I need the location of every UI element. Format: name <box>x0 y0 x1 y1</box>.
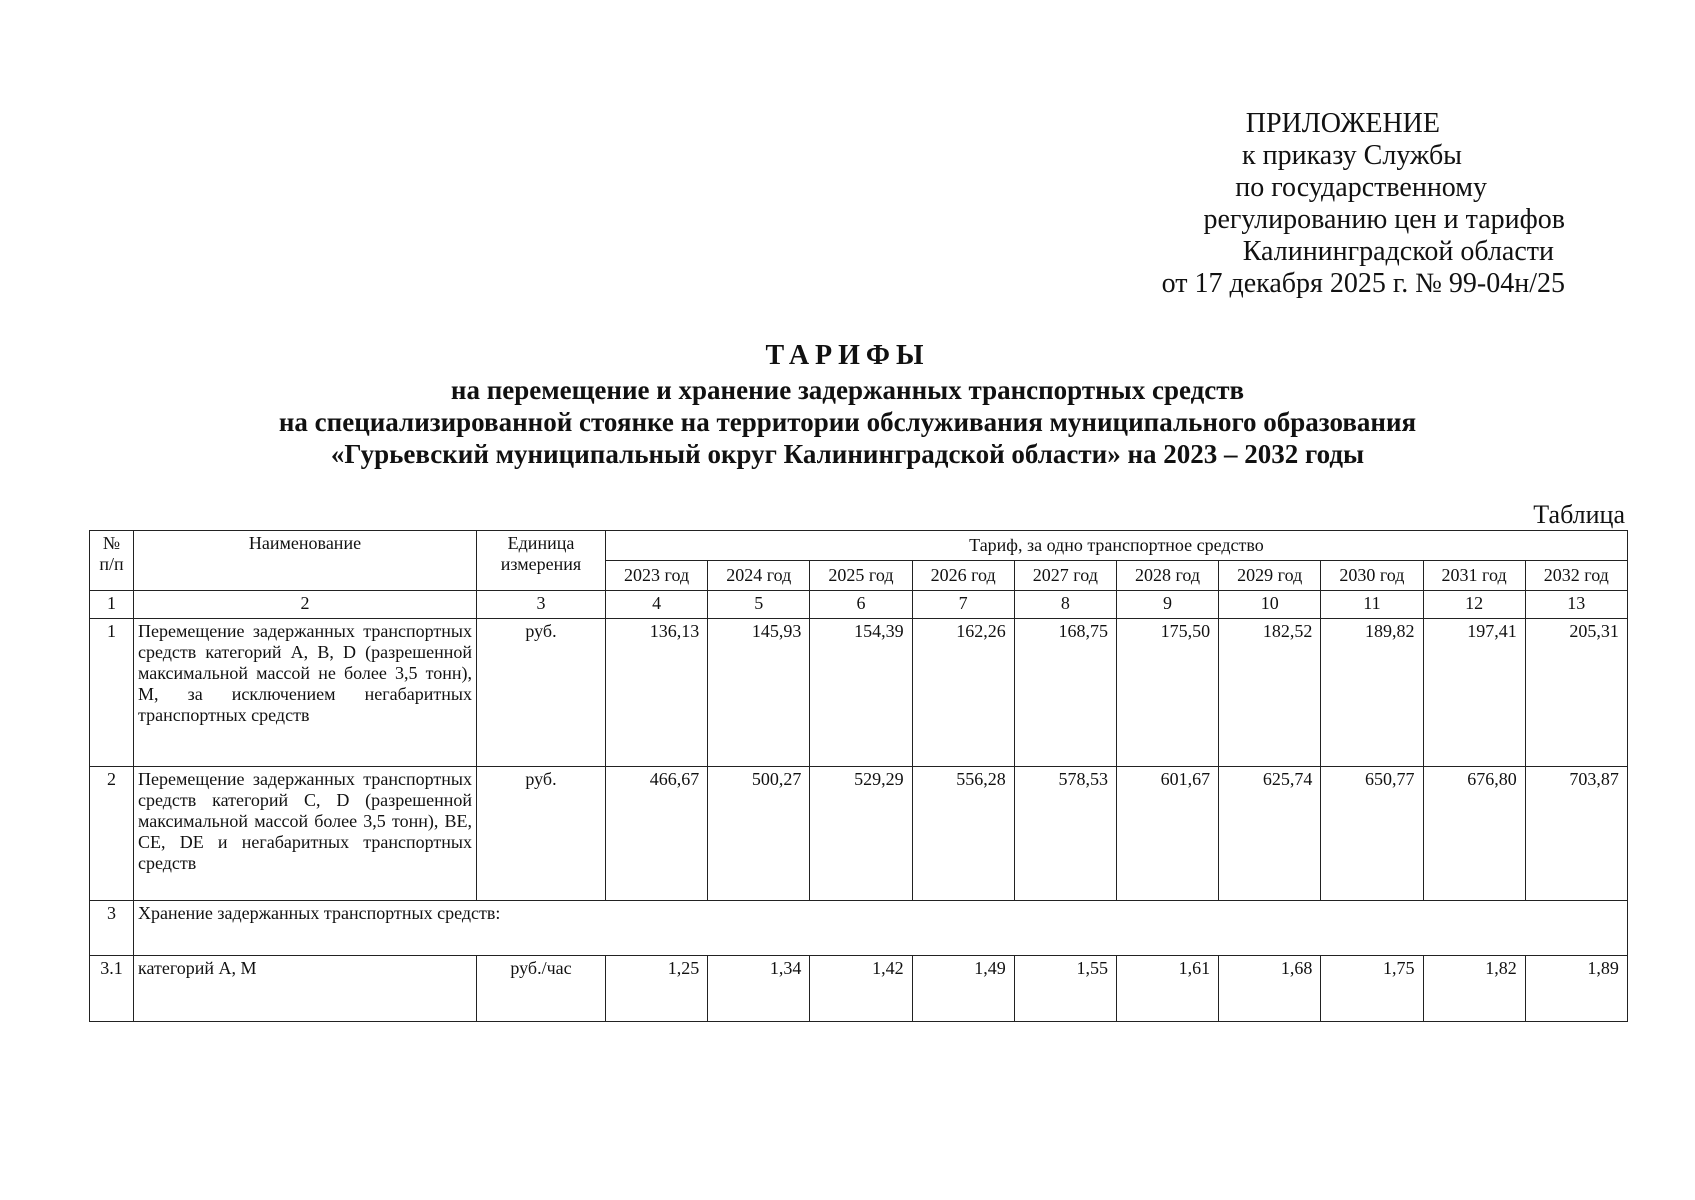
column-numbers-row <box>90 591 1628 619</box>
row-name: Перемещение задержанных транспортных средств категорий A, B, D (разрешенной максимальной массой не более 3,5 тонн), M, за исключением негабаритных транспортных средств <box>134 619 477 767</box>
column-number: 10 <box>1219 591 1321 619</box>
row-unit: руб. <box>477 767 606 901</box>
row-value: 145,93 <box>708 619 810 767</box>
document-title <box>0 340 1695 470</box>
header-unit: Единица измерения <box>477 531 606 591</box>
table-caption: Таблица <box>1533 500 1625 529</box>
row-value: 578,53 <box>1014 767 1116 901</box>
row-value: 136,13 <box>606 619 708 767</box>
row-value: 601,67 <box>1116 767 1218 901</box>
row-value: 1,61 <box>1116 956 1218 1022</box>
row-value: 500,27 <box>708 767 810 901</box>
table-row <box>90 956 1628 1022</box>
row-value: 1,25 <box>606 956 708 1022</box>
header-year: 2027 год <box>1014 561 1116 591</box>
row-value: 168,75 <box>1014 619 1116 767</box>
appendix-header <box>1045 108 1565 300</box>
row-value: 529,29 <box>810 767 912 901</box>
table-section-row <box>90 901 1628 956</box>
row-value: 154,39 <box>810 619 912 767</box>
row-value: 1,68 <box>1219 956 1321 1022</box>
table-header-row <box>90 531 1628 561</box>
table-row <box>90 619 1628 767</box>
row-value: 1,82 <box>1423 956 1525 1022</box>
column-number: 8 <box>1014 591 1116 619</box>
appendix-line: ПРИЛОЖЕНИЕ <box>1245 108 1440 139</box>
column-number: 2 <box>134 591 477 619</box>
row-value: 625,74 <box>1219 767 1321 901</box>
row-name: категорий A, M <box>134 956 477 1022</box>
row-num: 3.1 <box>90 956 134 1022</box>
section-name: Хранение задержанных транспортных средств: <box>134 901 1628 956</box>
header-year: 2031 год <box>1423 561 1525 591</box>
appendix-line: регулированию цен и тарифов <box>1203 204 1565 235</box>
column-number: 7 <box>912 591 1014 619</box>
column-number: 5 <box>708 591 810 619</box>
title-main: ТАРИФЫ <box>765 340 930 371</box>
row-value: 1,49 <box>912 956 1014 1022</box>
row-value: 1,55 <box>1014 956 1116 1022</box>
column-number: 4 <box>606 591 708 619</box>
title-line: «Гурьевский муниципальный округ Калининградской области» на 2023 – 2032 годы <box>330 439 1365 469</box>
row-value: 197,41 <box>1423 619 1525 767</box>
title-line: на специализированной стоянке на территории обслуживания муниципального образования <box>278 407 1417 437</box>
row-value: 556,28 <box>912 767 1014 901</box>
header-tariff: Тариф, за одно транспортное средство <box>606 531 1628 561</box>
header-year: 2032 год <box>1525 561 1627 591</box>
header-year: 2026 год <box>912 561 1014 591</box>
appendix-line: Калининградской области <box>1242 236 1554 267</box>
column-number: 12 <box>1423 591 1525 619</box>
row-value: 703,87 <box>1525 767 1627 901</box>
column-number: 6 <box>810 591 912 619</box>
header-year: 2023 год <box>606 561 708 591</box>
row-value: 162,26 <box>912 619 1014 767</box>
row-value: 1,75 <box>1321 956 1423 1022</box>
header-year: 2028 год <box>1116 561 1218 591</box>
table-row <box>90 767 1628 901</box>
row-num: 2 <box>90 767 134 901</box>
row-unit: руб. <box>477 619 606 767</box>
row-value: 466,67 <box>606 767 708 901</box>
row-value: 650,77 <box>1321 767 1423 901</box>
header-num: № п/п <box>90 531 134 591</box>
header-year: 2025 год <box>810 561 912 591</box>
header-year: 2029 год <box>1219 561 1321 591</box>
row-value: 189,82 <box>1321 619 1423 767</box>
row-unit: руб./час <box>477 956 606 1022</box>
row-num: 3 <box>90 901 134 956</box>
row-value: 1,89 <box>1525 956 1627 1022</box>
row-name: Перемещение задержанных транспортных средств категорий C, D (разрешенной максимальной массой более 3,5 тонн), BE, CE, DE и негабаритных транспортных средств <box>134 767 477 901</box>
header-name: Наименование <box>134 531 477 591</box>
column-number: 1 <box>90 591 134 619</box>
row-value: 205,31 <box>1525 619 1627 767</box>
row-value: 182,52 <box>1219 619 1321 767</box>
row-value: 1,42 <box>810 956 912 1022</box>
column-number: 11 <box>1321 591 1423 619</box>
row-value: 175,50 <box>1116 619 1218 767</box>
appendix-line: к приказу Службы <box>1242 140 1462 171</box>
tariffs-table <box>89 530 1628 1022</box>
column-number: 13 <box>1525 591 1627 619</box>
row-value: 1,34 <box>708 956 810 1022</box>
column-number: 9 <box>1116 591 1218 619</box>
row-value: 676,80 <box>1423 767 1525 901</box>
column-number: 3 <box>477 591 606 619</box>
appendix-line: по государственному <box>1235 172 1487 203</box>
appendix-line: от 17 декабря 2025 г. № 99-04н/25 <box>1161 268 1565 299</box>
header-year: 2030 год <box>1321 561 1423 591</box>
title-line: на перемещение и хранение задержанных транспортных средств <box>450 375 1245 405</box>
header-year: 2024 год <box>708 561 810 591</box>
row-num: 1 <box>90 619 134 767</box>
